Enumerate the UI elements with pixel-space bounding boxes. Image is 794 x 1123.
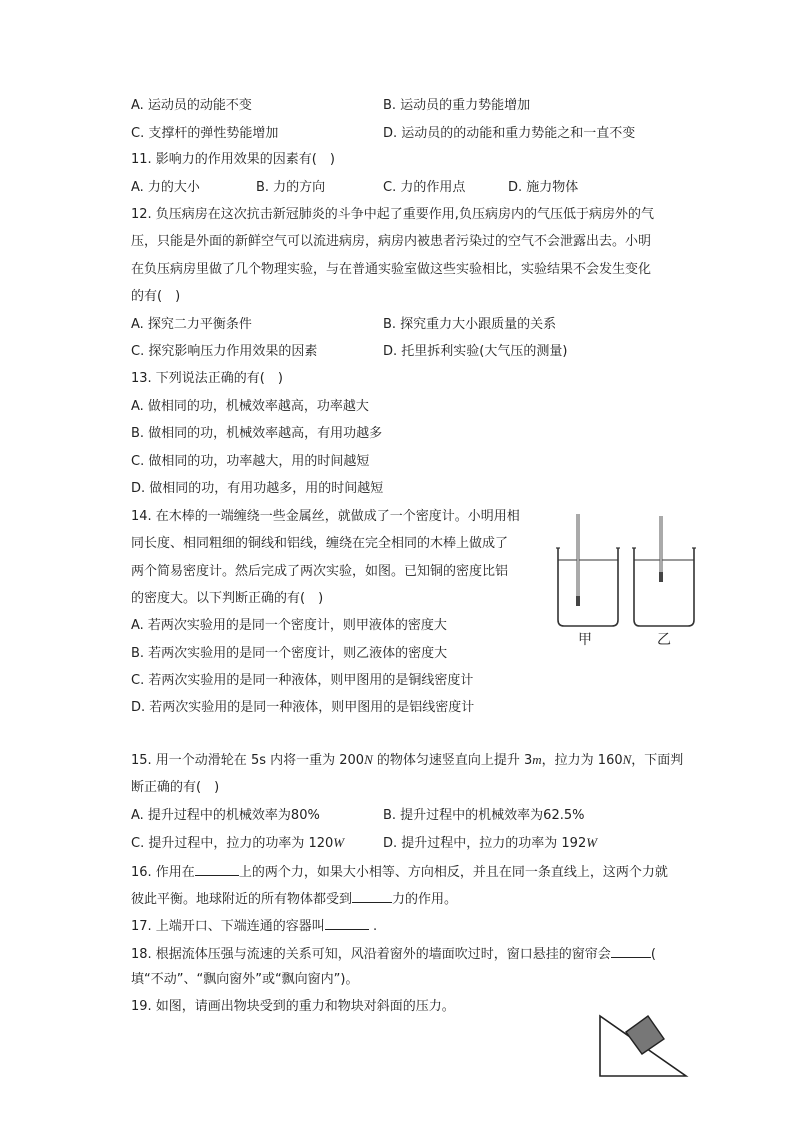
q12-option-d: D. 托里拆利实验(大气压的测量) [383,344,568,359]
q14-option-b: B. 若两次实验用的是同一个密度计，则乙液体的密度大 [131,646,448,661]
q11-option-d: D. 施力物体 [508,180,579,195]
figure-label-jia: 甲 [578,632,592,648]
q15-option-c: C. 提升过程中，拉力的功率为 120W [131,835,345,851]
q15-option-a: A. 提升过程中的机械效率为80% [131,808,320,823]
q12-stem-line-3: 在负压病房里做了几个物理实验，与在普通实验室做这些实验相比，实验结果不会发生变化 [131,262,652,277]
q12-stem-line-1: 12. 负压病房在这次抗击新冠肺炎的斗争中起了重要作用,负压病房内的气压低于病房外的气 [131,207,654,222]
q12-option-b: B. 探究重力大小跟质量的关系 [383,317,557,332]
q17-stem: 17. 上端开口、下端连通的容器叫 . [131,915,377,937]
q18-blank[interactable] [611,943,651,958]
density-meter-jia [576,514,580,606]
q14-option-d: D. 若两次实验用的是同一种液体，则甲图用的是铝线密度计 [131,700,475,715]
q14-option-a: A. 若两次实验用的是同一个密度计，则甲液体的密度大 [131,618,447,633]
q10-option-a: A. 运动员的动能不变 [131,98,252,113]
q17-blank[interactable] [325,915,369,930]
q10-option-b: B. 运动员的重力势能增加 [383,98,531,113]
q11-option-b: B. 力的方向 [256,180,326,195]
q16-line-1: 16. 作用在 上的两个力，如果大小相等、方向相反，并且在同一条直线上，这两个力就 [131,861,668,883]
q15-option-d: D. 提升过程中，拉力的功率为 192W [383,835,598,851]
q18-line-2: 填“不动”、“飘向窗外”或“飘向窗内”)。 [131,972,359,987]
density-meter-yi [659,516,663,582]
q16-blank-1[interactable] [195,861,239,876]
q12-option-a: A. 探究二力平衡条件 [131,317,252,332]
q11-option-c: C. 力的作用点 [383,180,466,195]
q15-stem-line-2: 断正确的有( ) [131,780,220,795]
q13-stem: 13. 下列说法正确的有( ) [131,371,283,386]
q12-stem-line-2: 压，只能是外面的新鲜空气可以流进病房，病房内被患者污染过的空气不会泄露出去。小明 [131,234,652,249]
q13-option-b: B. 做相同的功，机械效率越高，有用功越多 [131,426,383,441]
q14-stem-line-1: 14. 在木棒的一端缠绕一些金属丝，就做成了一个密度计。小明用相 [131,509,520,524]
q13-option-a: A. 做相同的功，机械效率越高，功率越大 [131,399,369,414]
q16-blank-2[interactable] [352,888,392,903]
q13-option-d: D. 做相同的功，有用功越多，用的时间越短 [131,481,384,496]
q12-option-c: C. 探究影响压力作用效果的因素 [131,344,318,359]
q19-incline-block-figure [596,1012,692,1080]
q14-density-meter-figure [548,510,698,650]
beaker-yi [632,548,696,626]
q19-stem: 19. 如图，请画出物块受到的重力和物块对斜面的压力。 [131,999,455,1014]
q15-stem-line-1: 15. 用一个动滑轮在 5s 内将一重为 200N 的物体匀速竖直向上提升 3m，拉力为 160N，下面判 [131,752,684,768]
q18-line-1: 18. 根据流体压强与流速的关系可知，风沿着窗外的墙面吹过时，窗口悬挂的窗帘会 ( [131,943,656,965]
q15-option-b: B. 提升过程中的机械效率为62.5% [383,808,585,823]
q11-stem: 11. 影响力的作用效果的因素有( ) [131,152,335,167]
q14-stem-line-4: 的密度大。以下判断正确的有( ) [131,591,324,606]
q12-stem-line-4: 的有( ) [131,289,181,304]
q10-option-d: D. 运动员的的动能和重力势能之和一直不变 [383,126,636,141]
q11-option-a: A. 力的大小 [131,180,200,195]
figure-label-yi: 乙 [657,632,671,648]
q13-option-c: C. 做相同的功，功率越大，用的时间越短 [131,454,370,469]
q14-stem-line-2: 同长度、相同粗细的铜线和铝线，缠绕在完全相同的木棒上做成了 [131,536,509,551]
beaker-jia [556,548,620,626]
q14-stem-line-3: 两个简易密度计。然后完成了两次实验，如图。已知铜的密度比铝 [131,564,509,579]
q10-option-c: C. 支撑杆的弹性势能增加 [131,126,279,141]
q14-option-c: C. 若两次实验用的是同一种液体，则甲图用的是铜线密度计 [131,673,474,688]
q16-line-2: 彼此平衡。地球附近的所有物体都受到 力的作用。 [131,888,457,910]
